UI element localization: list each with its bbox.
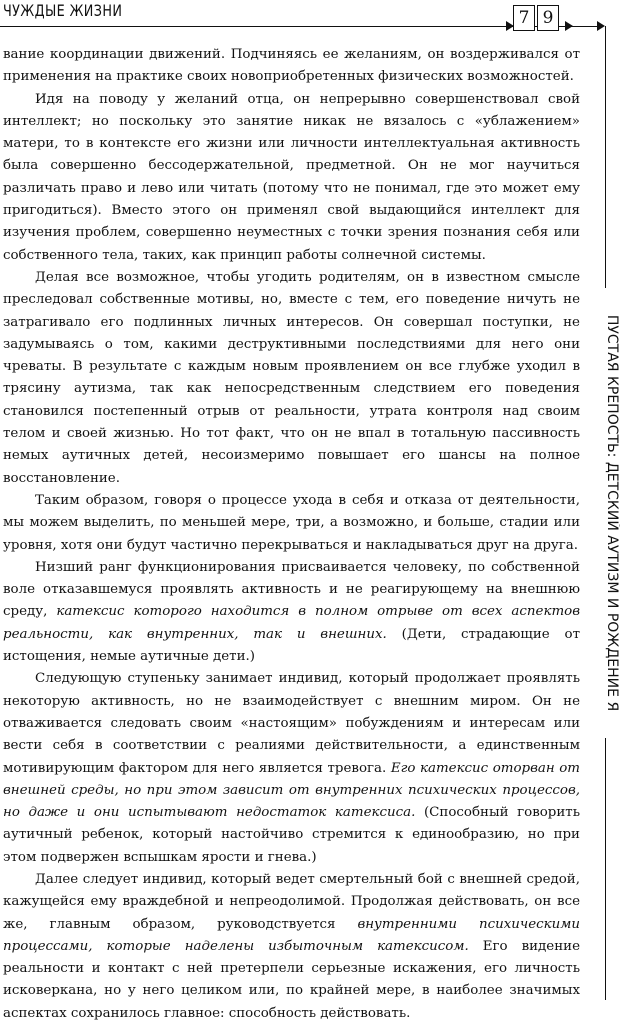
body-text [3, 44, 580, 1025]
text-run: Далее следует индивид, который ведет смертельный бой с внешней средой, кажущейся ему враждебной и непреодолимой. Продолжая действовать, он все же, главным образом, руководствуется [3, 871, 580, 932]
running-header-title: ЧУЖДЫЕ ЖИЗНИ [3, 1, 123, 20]
paragraph [3, 44, 580, 89]
text-run: Его видение реальности и контакт с ней претерпели серьезные искажения, его личность исковеркана, но у него целиком или, по крайней мере, в наиболее значимых аспектах сохранилось главное: способность действовать. [3, 938, 580, 1021]
text-run: Идя на поводу у желаний отца, он непрерывно совершенствовал свой интеллект; но поскольку это занятие никак не вязалось с «ублажением» матери, то в контексте его жизни или личности интеллектуальная активность была совершенно бессодержательной, предметной. Он не мог научиться различать право и лево или читать (потому что не понимал, где это может ему пригодиться). Вместо этого он применял свой выдающийся интеллект для изучения проблем, совершенно неуместных с точки зрения познания себя или собственного тела, таких, как принцип работы солнечной системы. [3, 91, 580, 263]
header-arrow-icon [597, 21, 605, 31]
italic-text: внутренними психическими процессами, которые наделены избыточным катексисом. [3, 916, 580, 954]
page-number-digit: 7 [513, 5, 535, 31]
paragraph [3, 267, 580, 490]
italic-text: Его катексис оторван от внешней среды, но при этом зависит от внутренних психических процессов, но даже и они испытывают недостаток катексиса. [3, 760, 580, 821]
side-rule [605, 738, 606, 1000]
text-run: Низший ранг функционирования присваивается человеку, по собственной воле отказавшемуся проявлять активность и не реагирующему на внешнюю среду, [3, 559, 580, 620]
text-run: (Дети, страдающие от истощения, немые аутичные дети.) [3, 626, 580, 665]
text-run: Таким образом, говоря о процессе ухода в себя и отказа от деятельности, мы можем выделить, по меньшей мере, три, а возможно, и больше, стадии или уровня, хотя они будут частично перекрываться и накладываться друг на друга. [3, 492, 580, 553]
text-run: Делая все возможное, чтобы угодить родителям, он в известном смысле преследовал собственные мотивы, но, вместе с тем, его поведение ничуть не затрагивало его подлинных личных интересов. Он совершал поступки, не задумываясь о том, какими деструктивными последствиями для него они чреваты. В результате с каждым новым проявлением он все глубже уходил в трясину аутизма, так как непосредственным следствием его поведения становился постепенный отрыв от реальности, утрата контроля над своим телом и своей жизнью. Но тот факт, что он не впал в тотальную пассивность немых аутичных детей, несоизмеримо повышает его шансы на полное восстановление. [3, 269, 580, 486]
side-rule [605, 26, 606, 288]
paragraph [3, 557, 580, 668]
paragraph [3, 869, 580, 1025]
italic-text: катексис которого находится в полном отрыве от всех аспектов реальности, как внутренних, так и внешних. [3, 604, 581, 642]
text-run: вание координации движений. Подчиняясь ее желаниям, он воздерживался от применения на практике своих новоприобретенных физических возможностей. [3, 47, 580, 85]
page-number-digit: 9 [537, 5, 559, 31]
paragraph [3, 490, 580, 557]
paragraph [3, 668, 580, 869]
text-run: Следующую ступеньку занимает индивид, который продолжает проявлять некоторую активность, но не взаимодействует с внешним миром. Он не отваживается следовать своим «настоящим» побуждениям и интересам или вести себя в соответствии с реалиями действительности, а единственным мотивирующим фактором для него является тревога. [3, 671, 580, 776]
text-run: (Способный говорить аутичный ребенок, который настойчиво стремится к единообразию, но при этом подвержен вспышкам ярости и гнева.) [3, 805, 580, 865]
paragraph [3, 89, 580, 267]
side-running-title: ПУСТАЯ КРЕПОСТЬ: ДЕТСКИЙ АУТИЗМ И РОЖДЕНИЕ Я [604, 314, 620, 712]
header-arrow-icon [565, 21, 573, 31]
